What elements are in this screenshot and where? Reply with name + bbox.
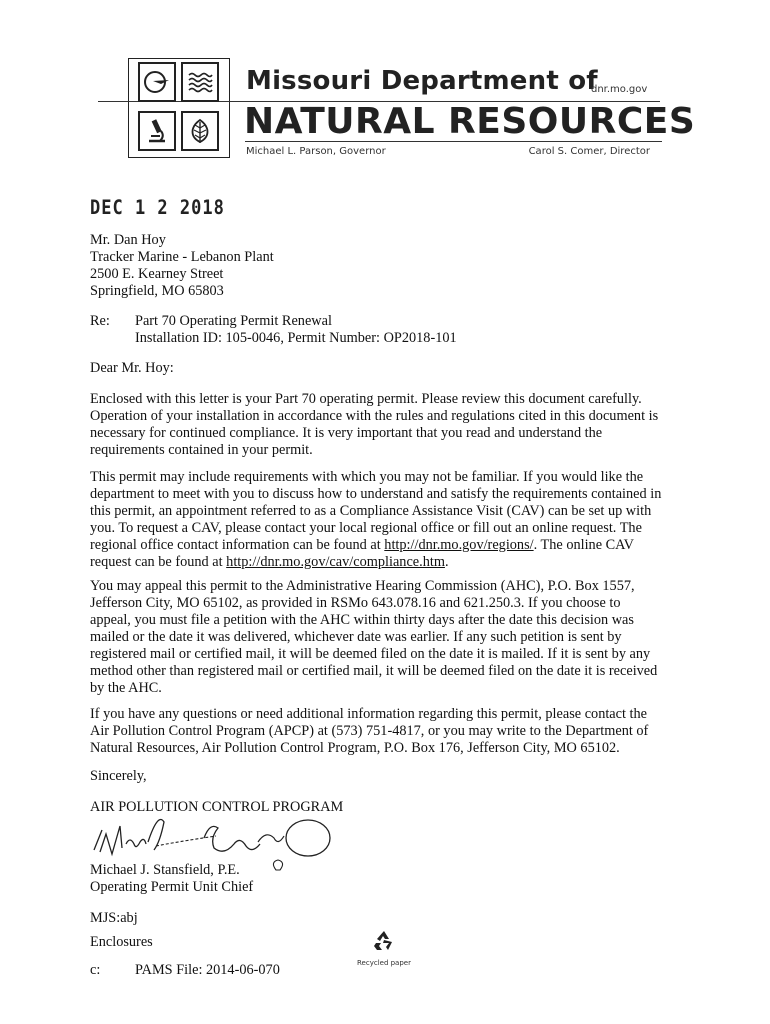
paragraph-line: this permit, an appointment referred to as a Compliance Assistance Visit (CAV) can be set up with bbox=[90, 503, 652, 519]
leaf-icon bbox=[181, 111, 219, 151]
paragraph-line: department to meet with you to discuss how to understand and satisfy the requirements contained in bbox=[90, 486, 662, 502]
paragraph-line: mailed or the date it was delivered, whichever date was earlier. If any such petition is sent by bbox=[90, 629, 622, 645]
re-subject bbox=[135, 313, 457, 347]
paragraph-line: registered mail or certified mail, it will be deemed filed on the date it is mailed. If it is sent by any bbox=[90, 646, 651, 662]
closing: Sincerely, bbox=[90, 768, 147, 784]
paragraph-line: method other than registered mail or certified mail, it will be deemed filed on the date it is received bbox=[90, 663, 658, 679]
salutation: Dear Mr. Hoy: bbox=[90, 360, 174, 376]
paragraph-line: Natural Resources, Air Pollution Control Program, P.O. Box 176, Jefferson City, MO 65102. bbox=[90, 740, 620, 756]
director-name: Carol S. Comer, Director bbox=[528, 146, 650, 157]
paragraph-line: requirements contained in your permit. bbox=[90, 442, 313, 458]
recycled-paper-label: Recycled paper bbox=[357, 959, 411, 967]
recipient-company: Tracker Marine - Lebanon Plant bbox=[90, 249, 274, 265]
paragraph-line: Jefferson City, MO 65102, as provided in RSMo 643.078.16 and 621.250.3. If you choose to bbox=[90, 595, 621, 611]
paragraph bbox=[90, 469, 661, 571]
paragraph-line bbox=[90, 554, 661, 571]
cc-label: c: bbox=[90, 962, 101, 978]
paragraph-line: appeal, you must file a petition with the AHC within thirty days after the date this decision was bbox=[90, 612, 634, 628]
signer-title: Operating Permit Unit Chief bbox=[90, 879, 254, 895]
re-label: Re: bbox=[90, 313, 110, 329]
paragraph-line: You may appeal this permit to the Administrative Hearing Commission (AHC), P.O. Box 1557, bbox=[90, 578, 635, 594]
paragraph-line: This permit may include requirements with which you may not be familiar. If you would like the bbox=[90, 469, 644, 485]
recycle-icon bbox=[371, 928, 397, 954]
text-span: regional office contact information can be found at bbox=[90, 537, 385, 553]
initials: MJS:abj bbox=[90, 910, 138, 926]
paragraph-line: Operation of your installation in accordance with the rules and regulations cited in this document is bbox=[90, 408, 659, 424]
signer-name: Michael J. Stansfield, P.E. bbox=[90, 862, 240, 878]
paragraph-line bbox=[90, 537, 661, 554]
paragraph bbox=[90, 391, 658, 459]
recipient-street: 2500 E. Kearney Street bbox=[90, 266, 224, 282]
division-name: NATURAL RESOURCES bbox=[244, 101, 696, 142]
paragraph-line: If you have any questions or need additional information regarding this permit, please contact the bbox=[90, 706, 648, 722]
cc-file: PAMS File: 2014-06-070 bbox=[135, 962, 280, 978]
recipient-name: Mr. Dan Hoy bbox=[90, 232, 166, 248]
paragraph bbox=[90, 706, 648, 757]
paragraph-line: necessary for continued compliance. It is very important that you read and understand the bbox=[90, 425, 603, 441]
regions-link[interactable]: http://dnr.mo.gov/regions/ bbox=[384, 537, 534, 553]
re-line: Part 70 Operating Permit Renewal bbox=[135, 313, 332, 329]
text-span: . bbox=[444, 554, 449, 570]
date-stamp: DEC 1 2 2018 bbox=[90, 196, 225, 220]
re-line: Installation ID: 105-0046, Permit Number: OP2018-101 bbox=[135, 330, 457, 346]
text-span: request can be found at bbox=[90, 554, 227, 570]
website: dnr.mo.gov bbox=[591, 84, 648, 95]
globe-bird-icon bbox=[138, 62, 176, 102]
department-name: Missouri Department of bbox=[246, 66, 598, 96]
recipient-city: Springfield, MO 65803 bbox=[90, 283, 224, 299]
microscope-icon bbox=[138, 111, 176, 151]
text-span: . The online CAV bbox=[533, 537, 634, 553]
enclosures: Enclosures bbox=[90, 934, 153, 950]
cav-link[interactable]: http://dnr.mo.gov/cav/compliance.htm bbox=[226, 554, 445, 570]
recycled-paper-mark bbox=[356, 928, 412, 967]
program-name: AIR POLLUTION CONTROL PROGRAM bbox=[90, 799, 344, 815]
paragraph-line: Air Pollution Control Program (APCP) at (573) 751-4817, or you may write to the Department of bbox=[90, 723, 649, 739]
water-waves-icon bbox=[181, 62, 219, 102]
paragraph-line: you. To request a CAV, please contact your local regional office or fill out an online request. The bbox=[90, 520, 642, 536]
recipient-address bbox=[90, 232, 274, 300]
signer-block bbox=[90, 862, 253, 896]
paragraph-line: by the AHC. bbox=[90, 680, 162, 696]
paragraph-line: Enclosed with this letter is your Part 70 operating permit. Please review this document carefully. bbox=[90, 391, 642, 407]
governor-name: Michael L. Parson, Governor bbox=[246, 146, 386, 157]
paragraph bbox=[90, 578, 657, 697]
